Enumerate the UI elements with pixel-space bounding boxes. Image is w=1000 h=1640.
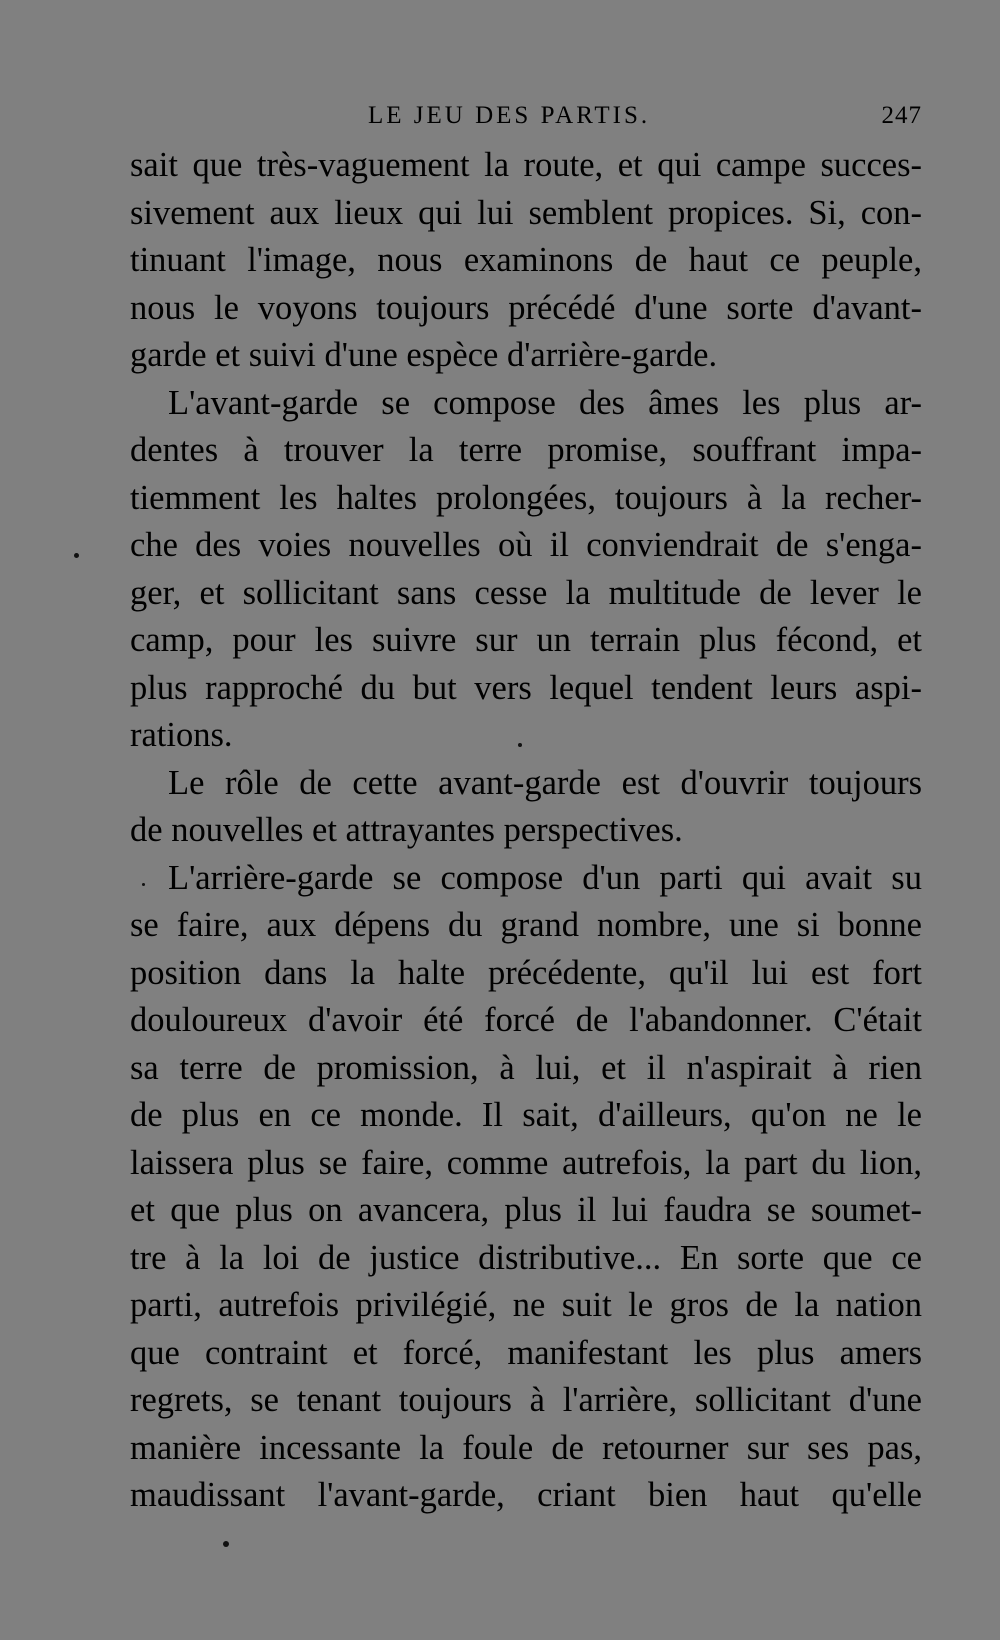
text-line: de plus en ce monde. Il sait, d'ailleurs, qu'on ne le [130, 1096, 922, 1134]
text-line: et que plus on avancera, plus il lui faudra se soumet- [130, 1191, 922, 1229]
text-line: douloureux d'avoir été forcé de l'abandonner. C'était [130, 1001, 922, 1039]
text-line: nous le voyons toujours précédé d'une sorte d'avant- [130, 288, 922, 327]
text-line: manière incessante la foule de retourner sur ses pas, [130, 1428, 922, 1467]
text-line: parti, autrefois privilégié, ne suit le gros de la nation [130, 1286, 922, 1324]
body-text [130, 142, 922, 1520]
text-line: rations. [130, 716, 233, 754]
book-page [130, 100, 922, 1520]
paragraph-first-line: L'avant-garde se compose des âmes les plus ar- [168, 383, 922, 422]
text-line: dentes à trouver la terre promise, souffrant impa- [130, 431, 922, 469]
text-line: garde et suivi d'une espèce d'arrière-garde. [130, 336, 718, 374]
text-line: laissera plus se faire, comme autrefois, la part du lion, [130, 1143, 922, 1182]
text-line: de nouvelles et attrayantes perspectives. [130, 811, 683, 849]
text-line: camp, pour les suivre sur un terrain plus fécond, et [130, 621, 922, 659]
text-line: sa terre de promission, à lui, et il n'aspirait à rien [130, 1048, 922, 1087]
text-line: tinuant l'image, nous examinons de haut ce peuple, [130, 241, 922, 279]
paragraph-first-line: L'arrière-garde se compose d'un parti qui avait su [168, 858, 922, 897]
page-number: 247 [881, 102, 922, 129]
text-line: position dans la halte précédente, qu'il lui est fort [130, 953, 922, 992]
text-line: sivement aux lieux qui lui semblent propices. Si, con- [130, 193, 922, 232]
text-line: que contraint et forcé, manifestant les plus amers [130, 1333, 922, 1372]
text-line: che des voies nouvelles où il conviendrait de s'enga- [130, 526, 922, 564]
text-line: ger, et sollicitant sans cesse la multitude de lever le [130, 573, 922, 612]
scan-speck [223, 1541, 229, 1547]
scan-speck [518, 743, 522, 747]
text-line: maudissant l'avant-garde, criant bien haut qu'elle [130, 1476, 922, 1514]
scan-speck [74, 553, 79, 558]
text-line: se faire, aux dépens du grand nombre, une si bonne [130, 906, 922, 944]
paragraph-first-line: Le rôle de cette avant-garde est d'ouvrir toujours [168, 763, 922, 802]
running-title: LE JEU DES PARTIS. [368, 102, 651, 129]
scan-speck [142, 883, 145, 886]
running-head [130, 100, 922, 142]
text-line: plus rapproché du but vers lequel tendent leurs aspi- [130, 668, 922, 707]
text-line: sait que très-vaguement la route, et qui campe succes- [130, 146, 922, 184]
text-line: tiemment les haltes prolongées, toujours à la recher- [130, 478, 922, 517]
text-line: regrets, se tenant toujours à l'arrière, sollicitant d'une [130, 1381, 922, 1419]
text-line: tre à la loi de justice distributive... En sorte que ce [130, 1238, 922, 1277]
